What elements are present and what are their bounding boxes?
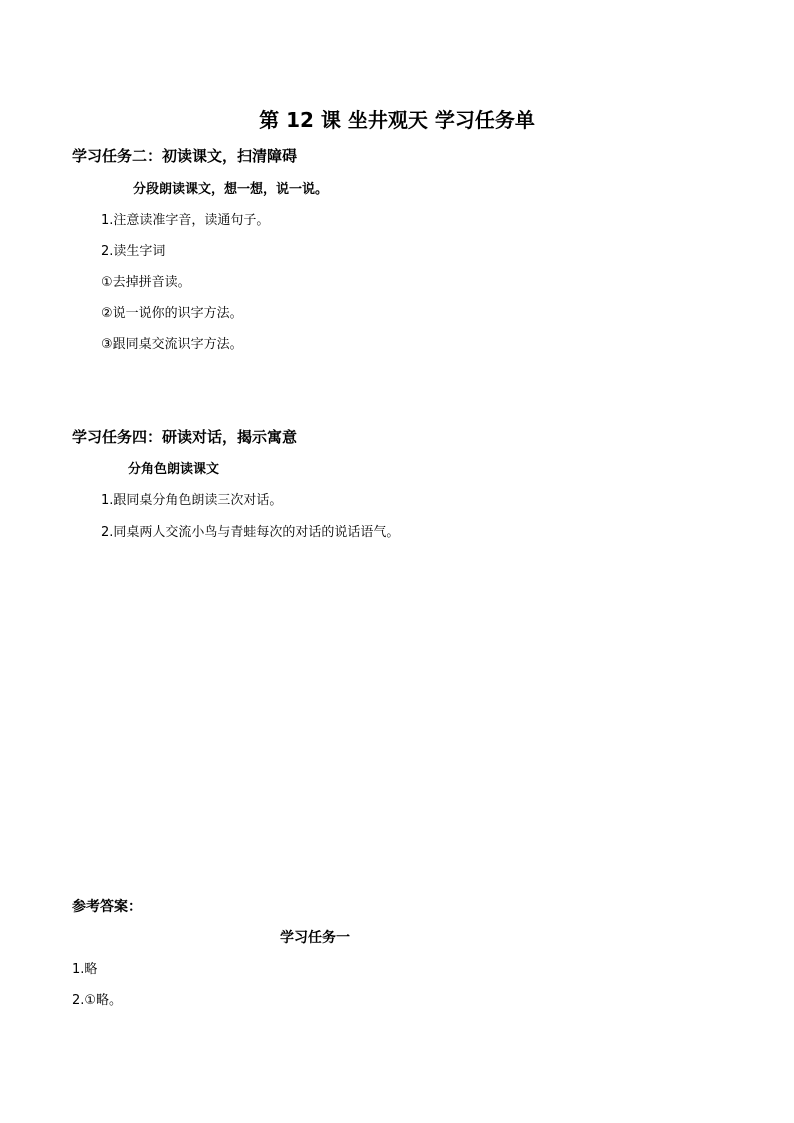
task2-item-4: ②说一说你的识字方法。 — [101, 306, 243, 321]
task4-item-1: 1.跟同桌分角色朗读三次对话。 — [101, 493, 283, 508]
answer-item-1: 1.略 — [72, 962, 98, 977]
task2-item-3: ①去掉拼音读。 — [101, 275, 191, 290]
task2-item-5: ③跟同桌交流识字方法。 — [101, 337, 243, 352]
task4-subheading: 分角色朗读课文 — [128, 462, 220, 477]
answer-item-2: 2.①略。 — [72, 993, 123, 1008]
task4-heading: 学习任务四：研读对话，揭示寓意 — [72, 428, 298, 446]
task2-subheading: 分段朗读课文，想一想，说一说。 — [133, 182, 329, 197]
task2-heading: 学习任务二：初读课文，扫清障碍 — [72, 147, 298, 165]
task2-item-1: 1.注意读准字音，读通句子。 — [101, 213, 270, 228]
page-title: 第 12 课 坐井观天 学习任务单 — [259, 108, 535, 132]
task2-item-2: 2.读生字词 — [101, 244, 166, 259]
task4-item-2: 2.同桌两人交流小鸟与青蛙每次的对话的说话语气。 — [101, 525, 400, 540]
answers-heading: 参考答案： — [72, 899, 142, 915]
answers-subheading: 学习任务一 — [280, 930, 350, 946]
